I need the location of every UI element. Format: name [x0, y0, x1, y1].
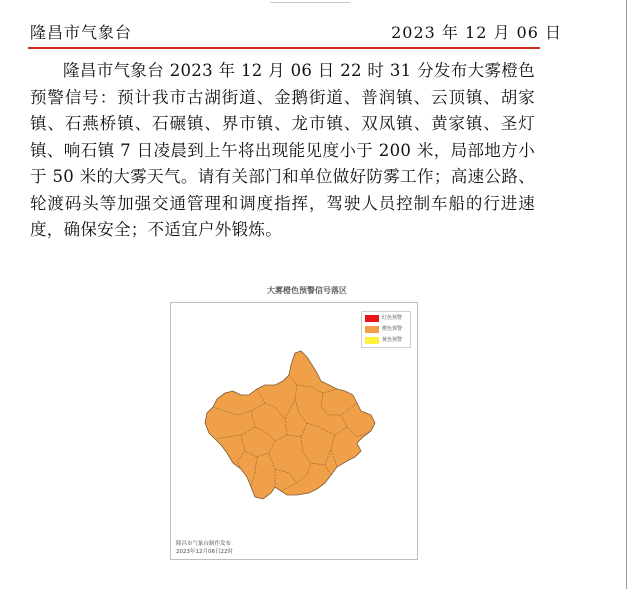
legend-label-orange: 橙色预警	[382, 326, 403, 332]
region-outline	[205, 351, 375, 499]
page-top-edge	[270, 0, 350, 3]
map-credit-issuer: 隆昌市气象台制作发布	[176, 541, 232, 547]
map-title	[0, 285, 636, 296]
issue-date: 2023 年 12 月 06 日	[391, 23, 562, 42]
legend-swatch-orange	[365, 326, 379, 333]
warning-map	[170, 302, 418, 560]
issuer-name: 隆昌市气象台	[30, 23, 133, 42]
document-header	[28, 15, 562, 42]
header-red-rule	[28, 47, 540, 49]
map-title-text: 大雾橙色预警信号落区	[267, 286, 347, 295]
legend-item-yellow	[365, 336, 411, 345]
legend-swatch-yellow	[365, 337, 379, 344]
map-legend	[361, 311, 411, 348]
warning-paragraph: 隆昌市气象台 2023 年 12 月 06 日 22 时 31 分发布大雾橙色预警信号：预计我市古湖街道、金鹅街道、普润镇、云顶镇、胡家镇、石燕桥镇、石碾镇、界市镇、龙市镇、双凤镇、黄家镇、圣灯镇、响石镇 7 日凌晨到上午将出现能见度小于 200 米，局部地方小于 50 米的大雾天气。请有关部门和单位做好防雾工作；高速公路、轮渡码头等加强交通管理和调度指挥，驾驶人员控制车船的行进速度，确保安全；不适宜户外锻炼。	[30, 61, 535, 239]
map-credit-time: 2023年12月06日22时	[176, 549, 233, 555]
warning-area-shape	[205, 351, 375, 499]
legend-item-orange	[365, 325, 411, 334]
legend-item-red	[365, 314, 411, 323]
legend-label-yellow: 黄色预警	[382, 337, 403, 343]
legend-label-red: 红色预警	[382, 315, 403, 321]
legend-swatch-red	[365, 315, 379, 322]
